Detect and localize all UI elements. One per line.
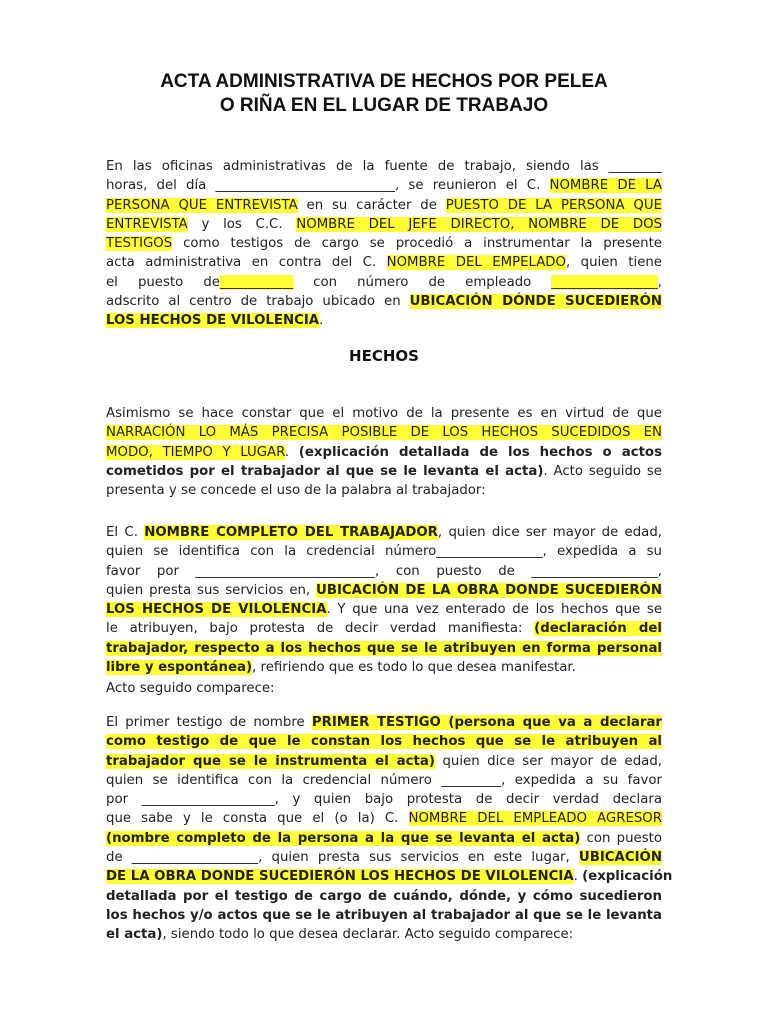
highlighted-placeholder: trabajador que se le instrumenta el acta) bbox=[106, 753, 435, 769]
highlighted-placeholder: UBICACIÓN bbox=[578, 850, 662, 866]
text-line bbox=[106, 462, 662, 481]
text-segment: El C. bbox=[106, 525, 145, 540]
text-segment: presenta y se concede el uso de la palabra al trabajador: bbox=[106, 483, 486, 499]
paragraph-first-witness bbox=[106, 713, 673, 945]
text-segment: . Acto seguido se bbox=[543, 463, 662, 479]
text-segment: . bbox=[573, 869, 583, 885]
text-line bbox=[106, 679, 662, 698]
text-line bbox=[106, 542, 662, 561]
highlighted-placeholder: PRIMER TESTIGO (persona que va a declarar bbox=[311, 715, 662, 730]
text-segment: horas, del día ___________________________, se reunieron el C. bbox=[106, 178, 550, 194]
text-segment: con puesto bbox=[580, 830, 662, 846]
text-line bbox=[106, 906, 662, 925]
text-segment: En las oficinas administrativas de la fuente de trabajo, siendo las ________ bbox=[106, 159, 662, 174]
highlighted-placeholder: NARRACIÓN LO MÁS PRECISA POSIBLE DE LOS HECHOS SUCEDIDOS EN bbox=[106, 425, 662, 441]
text-segment: los hechos y/o actos que se le atribuyen al trabajador al que se le levanta bbox=[106, 907, 662, 923]
paragraph-motive bbox=[106, 404, 662, 500]
text-line bbox=[106, 713, 662, 732]
text-segment: con número de empleado bbox=[293, 274, 552, 290]
highlighted-placeholder: PUESTO DE LA PERSONA QUE bbox=[445, 197, 663, 213]
highlighted-placeholder: LOS HECHOS DE VILOLENCIA bbox=[106, 313, 320, 329]
text-segment: que sabe y le consta que el (o la) C. bbox=[106, 811, 409, 827]
paragraph-opening bbox=[106, 157, 662, 331]
text-segment: Asimismo se hace constar que el motivo de la presente es en virtud de que bbox=[106, 406, 662, 421]
text-segment: como testigos de cargo se procedió a instrumentar la presente bbox=[172, 236, 662, 252]
text-line bbox=[106, 292, 662, 311]
text-segment: por ____________________, y quien bajo protesta de decir verdad declara bbox=[106, 792, 662, 808]
text-segment: . bbox=[319, 313, 324, 329]
highlighted-placeholder: NOMBRE DEL JEFE DIRECTO, NOMBRE DE DOS bbox=[296, 216, 663, 232]
highlighted-placeholder: (nombre completo de la persona a la que se levanta el acta) bbox=[106, 830, 581, 846]
highlighted-placeholder: MODO, TIEMPO Y LUGAR bbox=[106, 444, 285, 460]
text-line bbox=[106, 790, 662, 809]
text-segment: , bbox=[657, 274, 662, 290]
highlighted-placeholder: DE LA OBRA DONDE SUCEDIERÓN LOS HECHOS DE VILOLENCIA bbox=[106, 869, 574, 885]
highlighted-placeholder: libre y espontánea) bbox=[106, 660, 253, 676]
text-segment: el puesto de bbox=[106, 274, 220, 290]
text-line bbox=[106, 523, 662, 542]
text-line bbox=[106, 925, 662, 944]
text-line bbox=[106, 732, 662, 751]
highlighted-placeholder: PERSONA QUE ENTREVISTA bbox=[106, 197, 298, 213]
text-segment: detallada por el testigo de cargo de cuándo, dónde, y cómo sucedieron bbox=[106, 888, 662, 904]
title-line-1: ACTA ADMINISTRATIVA DE HECHOS POR PELEA bbox=[160, 71, 608, 92]
highlighted-placeholder: ENTREVISTA bbox=[106, 216, 188, 232]
highlighted-placeholder: TESTIGOS bbox=[106, 236, 173, 252]
text-line bbox=[106, 848, 662, 867]
text-segment: . bbox=[284, 444, 299, 460]
text-segment: El primer testigo de nombre bbox=[106, 715, 312, 730]
text-segment: acta administrativa en contra del C. bbox=[106, 255, 387, 271]
highlighted-placeholder: NOMBRE DE LA bbox=[549, 178, 662, 194]
text-line bbox=[106, 771, 662, 790]
text-segment: quien se identifica con la credencial número _________, expedida a su favor bbox=[106, 772, 662, 788]
text-segment: quien dice ser mayor de edad, bbox=[434, 753, 662, 769]
highlighted-placeholder: UBICACIÓN DE LA OBRA DONDE SUCEDIERÓN bbox=[316, 582, 662, 598]
text-segment: , quien tiene bbox=[566, 255, 662, 271]
text-segment: (explicación bbox=[582, 869, 673, 885]
text-line bbox=[106, 481, 662, 500]
text-line bbox=[106, 829, 662, 848]
text-segment: el acta) bbox=[106, 927, 163, 943]
text-line bbox=[106, 887, 662, 906]
text-line bbox=[106, 253, 662, 272]
document-title bbox=[60, 70, 708, 118]
highlighted-placeholder: ________________ bbox=[551, 274, 658, 290]
text-segment: le atribuyen, bajo protesta de decir verdad manifiesta: bbox=[106, 621, 535, 637]
text-segment: , siendo todo lo que desea declarar. Acto seguido comparece: bbox=[162, 927, 574, 943]
title-line-2: O RIÑA EN EL LUGAR DE TRABAJO bbox=[219, 95, 549, 116]
text-line bbox=[106, 157, 662, 176]
text-segment: , refiriendo que es todo lo que desea manifestar. bbox=[252, 660, 576, 676]
text-line bbox=[106, 752, 662, 771]
highlighted-placeholder: LOS HECHOS DE VILOLENCIA bbox=[106, 602, 327, 618]
text-segment: , quien dice ser mayor de edad, bbox=[437, 525, 662, 540]
text-line bbox=[106, 639, 662, 658]
text-line bbox=[106, 215, 662, 234]
text-line bbox=[106, 581, 662, 600]
highlighted-placeholder: NOMBRE COMPLETO DEL TRABAJADOR bbox=[144, 525, 438, 540]
paragraph-worker-statement bbox=[106, 523, 662, 677]
highlighted-placeholder: UBICACIÓN DÓNDE SUCEDIERÓN bbox=[409, 294, 662, 310]
text-line bbox=[106, 234, 662, 253]
highlighted-placeholder: trabajador, respecto a los hechos que se le atribuyen en forma personal bbox=[106, 640, 662, 656]
text-line bbox=[106, 658, 662, 677]
paragraph-next-appears bbox=[106, 679, 662, 698]
highlighted-placeholder: como testigo de que le constan los hechos que se le atribuyen al bbox=[106, 734, 662, 750]
highlighted-placeholder: NOMBRE DEL EMPELADO bbox=[386, 255, 567, 271]
text-segment: de ___________________, quien presta sus servicios en este lugar, bbox=[106, 850, 579, 866]
text-line bbox=[106, 809, 662, 828]
text-segment: favor por ___________________________, con puesto de ___________________, bbox=[106, 563, 662, 579]
text-segment: cometidos por el trabajador al que se le levanta el acta) bbox=[106, 463, 544, 479]
text-line bbox=[106, 867, 673, 886]
text-segment: (explicación detallada de los hechos o actos bbox=[298, 444, 662, 460]
text-line bbox=[106, 562, 662, 581]
text-line bbox=[106, 619, 662, 638]
text-line bbox=[106, 404, 662, 423]
text-segment: Acto seguido comparece: bbox=[106, 681, 275, 696]
text-segment: quien presta sus servicios en, bbox=[106, 582, 317, 598]
text-line bbox=[106, 196, 662, 215]
highlighted-placeholder: ___________ bbox=[219, 274, 294, 290]
highlighted-placeholder: NOMBRE DEL EMPLEADO AGRESOR bbox=[408, 811, 662, 827]
highlighted-placeholder: (declaración del bbox=[534, 621, 662, 637]
section-heading-hechos: HECHOS bbox=[349, 347, 419, 365]
text-line bbox=[106, 273, 662, 292]
text-line bbox=[106, 423, 662, 442]
text-segment: . Y que una vez enterado de los hechos que se bbox=[326, 602, 662, 618]
text-segment: quien se identifica con la credencial número________________, expedida a su bbox=[106, 544, 662, 560]
text-line bbox=[106, 600, 662, 619]
text-segment: adscrito al centro de trabajo ubicado en bbox=[106, 294, 410, 310]
text-line bbox=[106, 311, 662, 330]
text-line bbox=[106, 443, 662, 462]
text-segment: y los C.C. bbox=[187, 216, 297, 232]
text-line bbox=[106, 176, 662, 195]
text-segment: en su carácter de bbox=[297, 197, 446, 213]
